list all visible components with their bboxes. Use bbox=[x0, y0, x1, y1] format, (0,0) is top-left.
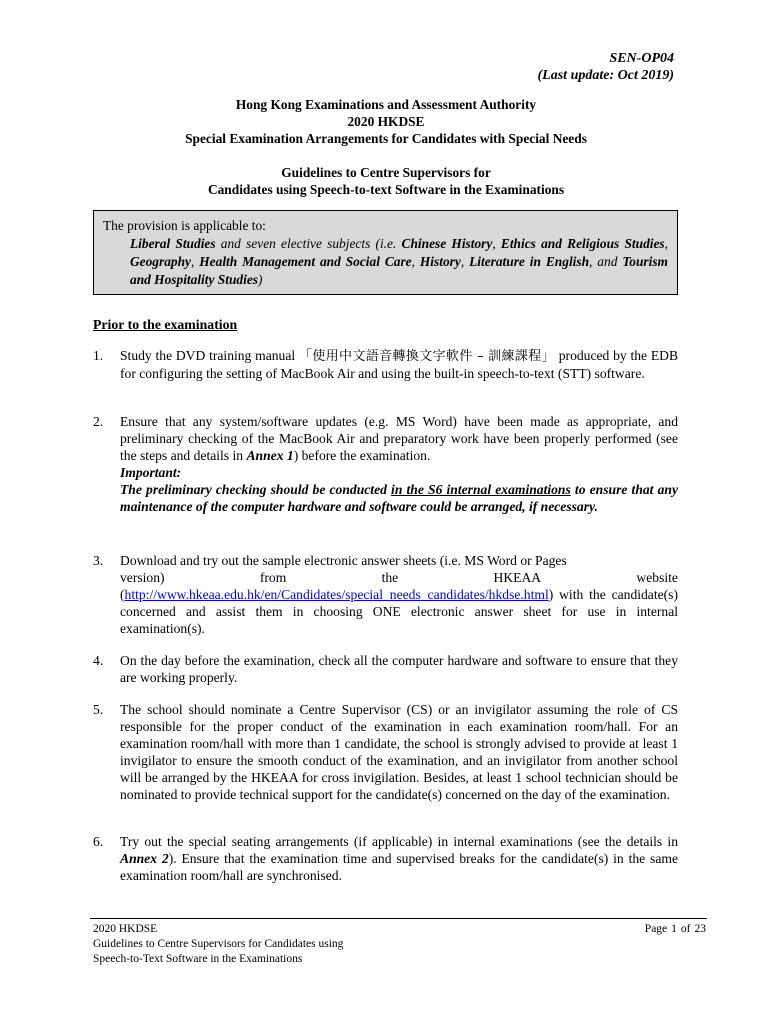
subjects-separator: , bbox=[664, 236, 668, 251]
subject-tourism-hospitality: Tourism and Hospitality Studies bbox=[130, 254, 668, 287]
provision-subjects bbox=[103, 235, 668, 289]
subjects-closing: ) bbox=[257, 272, 263, 287]
page-of: of bbox=[680, 923, 691, 935]
important-label: Important: bbox=[120, 465, 182, 480]
footer-info bbox=[93, 922, 343, 967]
section-title: Prior to the examination bbox=[93, 317, 238, 332]
item-number: 5. bbox=[93, 702, 104, 717]
subject-history: History bbox=[419, 254, 461, 269]
item-number: 2. bbox=[93, 414, 104, 429]
document-reference bbox=[538, 50, 674, 84]
item-text: The school should nominate a Centre Supervisor (CS) or an invigilator assuming the role of CS responsible for the proper conduct of the examination in each examination room/hall. For an examination room/hall with more than 1 candidate, the school is strongly advised to provide at least 1 invigilator to ensure the smooth conduct of the examination, and an invigilator from another school will be arranged by the HKEAA for cross invigilation. Besides, at least 1 school technician should be nominated to provide technical support for the candidate(s) concerned on the day of the examination. bbox=[120, 702, 678, 802]
hkeaa-website-link[interactable]: http://www.hkeaa.edu.hk/en/Candidates/special_needs_candidates/hkdse.html bbox=[124, 587, 549, 602]
chinese-course-title: 「使用中文語音轉換文字軟件 – 訓練課程」 bbox=[298, 349, 555, 364]
list-item bbox=[93, 347, 678, 382]
document-title bbox=[93, 96, 679, 147]
subtitle-line-2: Candidates using Speech-to-text Software in the Examinations bbox=[207, 182, 565, 197]
spread-word: website bbox=[636, 570, 678, 585]
item-text bbox=[120, 833, 678, 884]
item-number: 6. bbox=[93, 834, 104, 849]
link-bracket: ( bbox=[120, 587, 125, 602]
important-text: The preliminary checking should be conducted bbox=[120, 482, 392, 497]
spread-word: HKEAA bbox=[493, 570, 542, 585]
document-code: SEN-OP04 bbox=[609, 51, 674, 66]
annex-reference: Annex 2 bbox=[120, 851, 169, 866]
item-text-part: ) with the candidate(s) concerned and assist them in choosing ONE electronic answer sheet for use in internal examination(s). bbox=[120, 587, 678, 636]
page-label: Page bbox=[644, 923, 668, 935]
subtitle-line-1: Guidelines to Centre Supervisors for bbox=[281, 165, 491, 180]
page-current: 1 bbox=[671, 923, 677, 935]
list-item bbox=[93, 552, 678, 637]
subjects-separator: , bbox=[411, 254, 420, 269]
subject-liberal-studies: Liberal Studies bbox=[130, 236, 216, 251]
item-text-part: Ensure that any system/software updates (e.g. MS Word) have been made as appropriate, and preliminary checking of the MacBook Air and preparatory work have been properly performed (see the steps and details in bbox=[120, 414, 678, 463]
page-number bbox=[641, 922, 706, 937]
list-item bbox=[93, 833, 678, 884]
item-number: 4. bbox=[93, 653, 104, 668]
item-spread-line bbox=[120, 569, 678, 586]
item-text bbox=[120, 552, 678, 637]
item-number: 3. bbox=[93, 553, 104, 568]
item-text-part: ) before the examination. bbox=[293, 448, 431, 463]
last-update: (Last update: Oct 2019) bbox=[537, 68, 674, 83]
item-text-part: Study the DVD training manual bbox=[120, 348, 299, 363]
list-item bbox=[93, 652, 678, 686]
footer-line-3: Speech-to-Text Software in the Examinations bbox=[93, 953, 303, 965]
list-item bbox=[93, 701, 678, 803]
subjects-connector: and seven elective subjects (i.e. bbox=[215, 236, 402, 251]
important-text: to ensure that any maintenance of the computer hardware and software could be arranged, if necessary. bbox=[120, 482, 678, 514]
item-text-part: produced by the EDB for configuring the setting of MacBook Air and using the built-in speech-to-text (STT) software. bbox=[120, 348, 679, 381]
item-number: 1. bbox=[93, 348, 104, 363]
provision-box bbox=[93, 210, 678, 295]
list-item bbox=[93, 413, 678, 515]
item-text-part: ). Ensure that the examination time and supervised breaks for the candidate(s) in the same examination room/hall are synchronised. bbox=[120, 851, 678, 883]
item-text-part: Download and try out the sample electronic answer sheets (i.e. MS Word or Pages bbox=[120, 553, 567, 568]
subject-literature-english: Literature in English bbox=[469, 254, 590, 269]
important-note bbox=[120, 464, 678, 515]
spread-word: version) bbox=[120, 570, 165, 585]
footer-line-2: Guidelines to Centre Supervisors for Candidates using bbox=[93, 938, 344, 950]
annex-reference: Annex 1 bbox=[246, 448, 294, 463]
footer-divider bbox=[90, 918, 707, 919]
subject-chinese-history: Chinese History bbox=[401, 236, 493, 251]
title-line-1: Hong Kong Examinations and Assessment Authority bbox=[235, 97, 537, 112]
provision-intro: The provision is applicable to: bbox=[103, 218, 266, 233]
subjects-separator: , bbox=[492, 236, 501, 251]
item-text bbox=[120, 347, 678, 382]
item-text bbox=[120, 413, 678, 515]
subject-geography: Geography bbox=[130, 254, 191, 269]
spread-word: from bbox=[259, 570, 287, 585]
spread-word: the bbox=[381, 570, 399, 585]
title-line-2: 2020 HKDSE bbox=[347, 114, 425, 129]
important-emphasis: in the S6 internal examinations bbox=[391, 482, 571, 497]
subjects-separator: , bbox=[460, 254, 470, 269]
footer-line-1: 2020 HKDSE bbox=[93, 923, 158, 935]
page-total: 23 bbox=[694, 923, 706, 935]
item-text: On the day before the examination, check all the computer hardware and software to ensure that they are working properly. bbox=[120, 653, 678, 685]
document-subtitle bbox=[93, 164, 679, 198]
subject-health-management: Health Management and Social Care bbox=[199, 254, 412, 269]
subject-ethics-religious-studies: Ethics and Religious Studies bbox=[500, 236, 665, 251]
subjects-separator: , bbox=[191, 254, 200, 269]
title-line-3: Special Examination Arrangements for Candidates with Special Needs bbox=[185, 131, 587, 146]
item-text-part: Try out the special seating arrangements (if applicable) in internal examinations (see the details in bbox=[120, 834, 678, 849]
subjects-connector: , and bbox=[589, 254, 623, 269]
